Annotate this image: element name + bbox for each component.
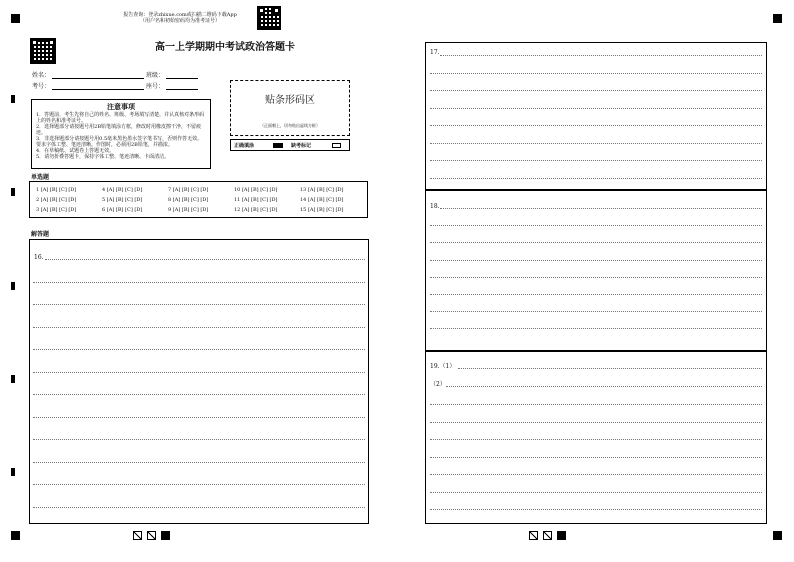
answer-line: [430, 457, 762, 458]
answer-line: [33, 394, 365, 395]
answer-line: [33, 349, 365, 350]
answer-line: [430, 160, 762, 161]
answer-line: [33, 507, 365, 508]
name-field[interactable]: [52, 78, 144, 79]
question-16-label: 16.: [34, 254, 44, 261]
registration-mark: [773, 531, 782, 540]
answer-line: [430, 73, 762, 74]
answer-line: [430, 422, 762, 423]
class-label: 班级：: [146, 72, 165, 79]
choice-row: [36, 205, 366, 215]
page-mark-hatched: [133, 531, 142, 540]
timing-mark: [11, 282, 15, 290]
choice-question-options[interactable]: 11 [A] [B] [C] [D]: [234, 197, 278, 203]
answer-line: [430, 492, 762, 493]
timing-mark: [11, 375, 15, 383]
page-mark-solid: [161, 531, 170, 540]
question-19-part1-label: 19.（1）: [430, 363, 456, 370]
answer-line: [33, 439, 365, 440]
choice-question-options[interactable]: 1 [A] [B] [C] [D]: [36, 187, 77, 193]
seat-label: 座号：: [146, 83, 165, 90]
student-qr-code: [30, 38, 56, 64]
report-notice: [110, 12, 250, 24]
exam-number-field[interactable]: [52, 89, 144, 90]
notes-list: [32, 112, 210, 160]
answer-box-17[interactable]: [425, 42, 767, 190]
answer-line: [458, 368, 762, 369]
answer-line: [430, 474, 762, 475]
choice-question-options[interactable]: 15 [A] [B] [C] [D]: [300, 207, 344, 213]
notes-title: 注意事项: [107, 102, 135, 111]
answer-line: [430, 294, 762, 295]
seat-field[interactable]: [166, 89, 198, 90]
answer-line: [430, 143, 762, 144]
choice-question-options[interactable]: 7 [A] [B] [C] [D]: [168, 187, 209, 193]
timing-mark: [11, 468, 15, 476]
barcode-area: [230, 80, 350, 136]
choice-row: [36, 195, 366, 205]
page-mark-hatched: [543, 531, 552, 540]
choice-question-options[interactable]: 3 [A] [B] [C] [D]: [36, 207, 77, 213]
missing-mark-box[interactable]: [332, 143, 341, 148]
timing-mark: [11, 188, 15, 196]
choice-question-options[interactable]: 2 [A] [B] [C] [D]: [36, 197, 77, 203]
fill-legend: [230, 139, 350, 151]
app-qr-code: [257, 6, 281, 30]
answer-line: [430, 178, 762, 179]
answer-line: [440, 55, 762, 56]
answer-line: [430, 311, 762, 312]
correct-fill-label: 正确填涂: [234, 143, 255, 149]
answer-line: [430, 125, 762, 126]
answer-box-19[interactable]: [425, 351, 767, 524]
answer-line: [33, 282, 365, 283]
notes-item: 1．答题前，考生先将自己的姓名、班级、考场填写清楚，并认真核对条形码上的姓名和准考证号。: [36, 112, 205, 124]
class-field[interactable]: [166, 78, 198, 79]
answer-line: [430, 404, 762, 405]
answer-line: [45, 259, 365, 260]
notes-box: [31, 99, 211, 169]
answer-line: [446, 386, 762, 387]
answer-line: [33, 462, 365, 463]
report-notice-line1: 报告查询：登录zhixue.com或扫描二维码下载App: [123, 12, 237, 18]
correct-fill-sample: [273, 143, 283, 148]
question-19-part2-label: （2）: [430, 381, 446, 388]
page-mark-hatched: [529, 531, 538, 540]
barcode-note: （正面朝上，切勿贴出虚线方框）: [260, 123, 320, 128]
registration-mark: [773, 14, 782, 23]
notes-item: 2．选择题部分请按题号用2B铅笔填涂方框，修改时用橡皮擦干净，不留痕迹。: [36, 124, 202, 136]
choice-question-options[interactable]: 12 [A] [B] [C] [D]: [234, 207, 278, 213]
answer-line: [430, 108, 762, 109]
answer-line: [430, 242, 762, 243]
report-notice-line2: （用户名和初始密码均为准考证号）: [139, 18, 220, 24]
choice-question-options[interactable]: 14 [A] [B] [C] [D]: [300, 197, 344, 203]
choice-row: [36, 185, 366, 195]
page-mark-solid: [557, 531, 566, 540]
choice-question-options[interactable]: 8 [A] [B] [C] [D]: [168, 197, 209, 203]
single-choice-label: 单选题: [31, 174, 50, 181]
name-label: 姓名：: [32, 72, 51, 79]
choice-question-options[interactable]: 4 [A] [B] [C] [D]: [102, 187, 143, 193]
answer-line: [33, 327, 365, 328]
answer-line: [430, 277, 762, 278]
answer-box-18[interactable]: [425, 190, 767, 351]
page-mark-hatched: [147, 531, 156, 540]
exam-number-label: 考号：: [32, 83, 51, 90]
answer-section-label: 解答题: [31, 231, 50, 238]
answer-line: [430, 225, 762, 226]
answer-line: [430, 439, 762, 440]
choice-question-options[interactable]: 6 [A] [B] [C] [D]: [102, 207, 143, 213]
answer-line: [430, 260, 762, 261]
registration-mark: [11, 531, 20, 540]
notes-item: 3．非选择题部分请按题号用0.5毫米黑色墨水签字笔书写，否则作答无效。要求字体工整、笔迹清晰。作图时，必须用2B铅笔，并描浓。: [36, 136, 203, 148]
answer-line: [33, 372, 365, 373]
notes-item: 4．在草稿纸、试题卷上答题无效。: [36, 148, 115, 154]
registration-mark: [11, 14, 20, 23]
barcode-title: 贴条形码区: [265, 95, 315, 106]
choice-question-options[interactable]: 5 [A] [B] [C] [D]: [102, 197, 143, 203]
question-18-label: 18.: [430, 203, 440, 210]
answer-line: [33, 417, 365, 418]
answer-line: [33, 484, 365, 485]
missing-mark-label: 缺考标记: [291, 143, 312, 149]
answer-line: [430, 90, 762, 91]
question-17-label: 17.: [430, 49, 440, 56]
answer-line: [430, 328, 762, 329]
page-title: 高一上学期期中考试政治答题卡: [155, 42, 295, 53]
choice-question-options[interactable]: 10 [A] [B] [C] [D]: [234, 187, 278, 193]
single-choice-box: [29, 181, 368, 218]
choice-question-options[interactable]: 13 [A] [B] [C] [D]: [300, 187, 344, 193]
choice-question-options[interactable]: 9 [A] [B] [C] [D]: [168, 207, 209, 213]
answer-line: [440, 208, 762, 209]
notes-item: 5．请勿折叠答题卡，保持字体工整、笔迹清晰、卡面清洁。: [36, 154, 170, 160]
answer-line: [33, 304, 365, 305]
choice-grid: [36, 185, 366, 215]
answer-line: [430, 509, 762, 510]
timing-mark: [11, 95, 15, 103]
